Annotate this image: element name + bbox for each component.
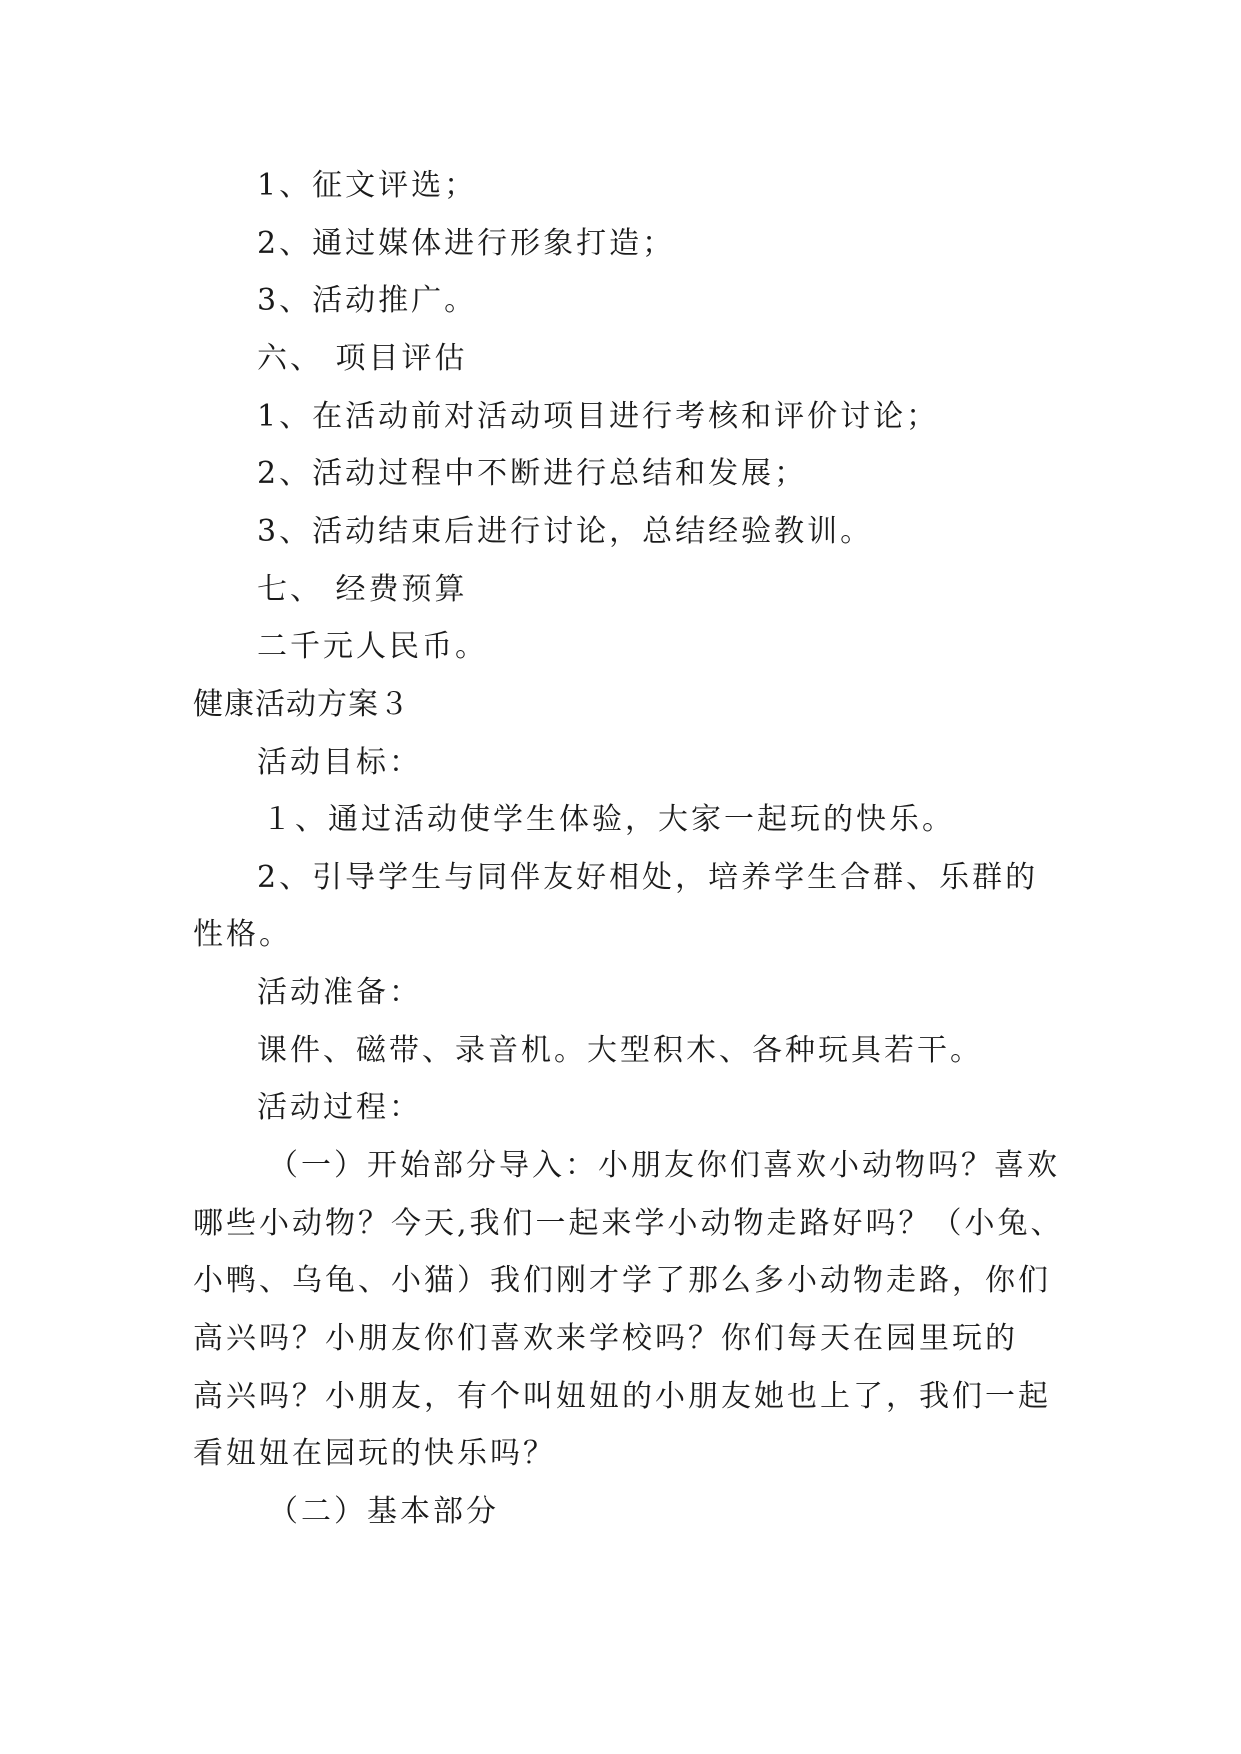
paragraph-line: 哪些小动物？今天,我们一起来学小动物走路好吗？（小兔、 xyxy=(193,1206,1064,1241)
paragraph-line: 看妞妞在园玩的快乐吗？ xyxy=(193,1436,556,1471)
list-item: 2、引导学生与同伴友好相处，培养学生合群、乐群的 xyxy=(257,860,1039,895)
subheading: （二）基本部分 xyxy=(268,1494,499,1529)
paragraph-line: 高兴吗？小朋友你们喜欢来学校吗？你们每天在园里玩的 xyxy=(193,1321,1018,1356)
list-item: 3、活动推广。 xyxy=(257,283,478,318)
subheading: 活动准备： xyxy=(257,975,422,1010)
list-item: １、通过活动使学生体验，大家一起玩的快乐。 xyxy=(262,802,955,837)
section-heading: 六、 项目评估 xyxy=(257,341,468,376)
subheading: 活动过程： xyxy=(257,1090,422,1125)
paragraph-line: 小鸭、乌龟、小猫）我们刚才学了那么多小动物走路，你们 xyxy=(193,1263,1051,1298)
section-heading: 七、 经费预算 xyxy=(257,572,468,607)
list-item: 1、在活动前对活动项目进行考核和评价讨论； xyxy=(257,399,940,434)
list-item: 2、通过媒体进行形象打造； xyxy=(257,226,676,261)
paragraph-line: 高兴吗？小朋友，有个叫妞妞的小朋友她也上了，我们一起 xyxy=(193,1379,1051,1414)
list-item: 1、征文评选； xyxy=(257,168,478,203)
paragraph: （一）开始部分导入：小朋友你们喜欢小动物吗？喜欢 xyxy=(268,1148,1060,1183)
list-item: 3、活动结束后进行讨论，总结经验教训。 xyxy=(257,514,874,549)
paragraph: 课件、磁带、录音机。大型积木、各种玩具若干。 xyxy=(257,1033,983,1068)
document-title: 健康活动方案３ xyxy=(193,687,410,722)
subheading: 活动目标： xyxy=(257,745,422,780)
list-item-continuation: 性格。 xyxy=(193,917,292,952)
list-item: 2、活动过程中不断进行总结和发展； xyxy=(257,456,808,491)
paragraph: 二千元人民币。 xyxy=(257,629,488,664)
